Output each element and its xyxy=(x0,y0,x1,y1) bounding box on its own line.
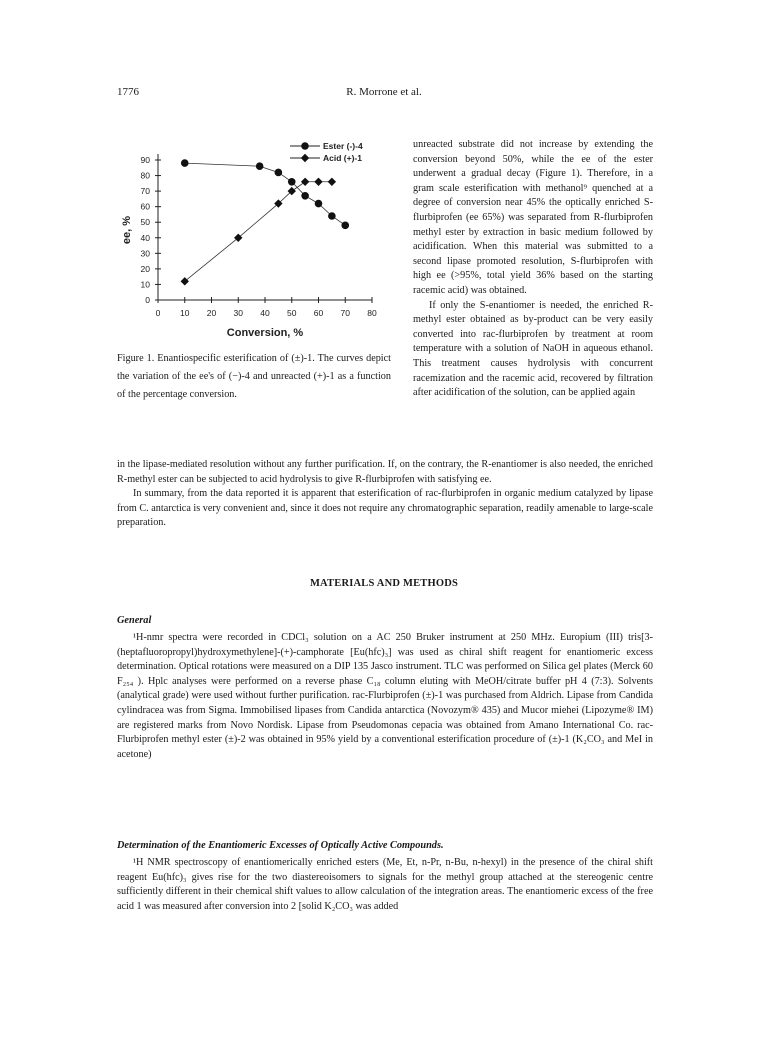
data-point-circle xyxy=(328,212,336,220)
subsection-title-ee: Determination of the Enantiomeric Excesses of Optically Active Compounds. xyxy=(117,840,444,851)
y-tick-label: 80 xyxy=(140,170,150,181)
page-number: 1776 xyxy=(117,86,139,98)
y-tick-label: 30 xyxy=(140,248,150,259)
paragraph: ¹H-nmr spectra were recorded in CDCl₃ solution on a AC 250 Bruker instrument at 250 MHz. Europium (III) tris[3-(heptafluoropropyl)hydroxymethylene]-(+)-camphorate [Eu(hfc)₃] was used as chiral shift reagent for enantiomeric excess determination. Optical rotations were measured on a DIP 135 Jasco instrument. TLC was performed on Silica gel plates (Merck 60 F₂₅₄ ). Hplc analyses were performed on a reverse phase C₁₈ column eluting with MeOH/citrate buffer pH 4 (7:3). Solvents (analytical grade) were used without further purification. rac-Flurbiprofen (±)-1 was purchased from Aldrich. Lipase from Candida cylindracea was from Sigma. Immobilised lipases from Candida antarctica (Novozym® 435) and Mucor miehei (Lipozyme® IM) are registered marks from Novo Nordisk. Lipase from Pseudomonas cepacia was obtained from Amano International Co. rac-Flurbiprofen methyl ester (±)-2 was obtained in 95% yield by a conventional esterification procedure of (±)-1 (K₂CO₃ and MeI in acetone) xyxy=(117,632,653,760)
data-point-circle xyxy=(256,162,264,170)
caption-label: Figure 1. xyxy=(117,353,155,364)
y-tick-label: 0 xyxy=(145,295,150,305)
data-point-circle xyxy=(301,142,309,150)
paragraph: unreacted substrate did not increase by extending the conversion beyond 50%, while the ee of the ester underwent a gradual decay (Figure 1). Therefore, in a gram scale esterification with methanol⁹ quenched at a degree of conversion near 45% the optically enriched S-flurbiprofen (ee 65%) was separated from R-flurbiprofen methyl ester by extraction in basic medium followed by acidification. When this material was submitted to a second lipase promoted resolution, S-flurbiprofen with high ee (>95%, total yield 36% based on the starting racemic acid) was obtained. xyxy=(413,139,653,296)
y-tick-label: 60 xyxy=(140,201,150,212)
data-point-circle xyxy=(288,178,296,186)
legend-label: Ester (-)-4 xyxy=(323,141,363,151)
data-point-circle xyxy=(315,200,323,208)
data-point-circle xyxy=(301,192,309,200)
x-tick-label: 0 xyxy=(155,308,161,318)
x-tick-label: 40 xyxy=(260,308,270,318)
paragraph: in the lipase-mediated resolution without any further purification. If, on the contrary, the R-enantiomer is also needed, the enriched R-methyl ester can be subjected to acid hydrolysis to give R-flurbiprofen with satisfying ee. xyxy=(117,459,653,485)
series-line-acid xyxy=(185,182,332,282)
running-head: R. Morrone et al. xyxy=(346,86,422,98)
x-tick-label: 70 xyxy=(340,308,350,318)
y-tick-label: 20 xyxy=(140,263,150,274)
figure-1-chart xyxy=(110,138,390,338)
right-column-text xyxy=(413,138,653,401)
paragraph: In summary, from the data reported it is apparent that esterification of rac-flurbiprofen in organic medium catalyzed by lipase from C. antarctica is very convenient and, since it does not require any chromatographic separation, readily amenable to large-scale preparation. xyxy=(117,488,653,529)
data-point-diamond xyxy=(301,178,309,186)
y-tick-label: 90 xyxy=(140,155,150,165)
series-line-ester xyxy=(185,163,346,225)
ee-text xyxy=(117,856,653,914)
y-tick-label: 40 xyxy=(140,232,150,243)
full-width-text xyxy=(117,458,653,531)
figure-caption xyxy=(117,350,391,404)
data-point-circle xyxy=(341,222,349,230)
x-axis-label: Conversion, % xyxy=(226,327,304,338)
data-point-circle xyxy=(275,169,283,177)
caption-text: Enantiospecific esterification of (±)-1. The curves depict the variation of the ee's of (−)-4 and unreacted (+)-1 as a function of the percentage conversion. xyxy=(117,353,391,400)
data-point-diamond xyxy=(328,178,336,186)
x-tick-label: 10 xyxy=(180,308,190,318)
data-point-diamond xyxy=(301,154,309,162)
data-point-diamond xyxy=(314,178,322,186)
paragraph: If only the S-enantiomer is needed, the enriched R-methyl ester obtained as by-product can be very easily converted into rac-flurbiprofen by treatment at room temperature with a solution of NaOH in aqueous ethanol. This treatment causes hydrolysis with concurrent racemization and the racemic acid, recovered by filtration after acidification of the solution, can be applied again xyxy=(413,299,653,399)
data-point-diamond xyxy=(181,277,189,285)
x-tick-label: 20 xyxy=(206,308,217,318)
subsection-title-general: General xyxy=(117,615,152,626)
y-tick-label: 10 xyxy=(140,279,150,290)
x-tick-label: 60 xyxy=(313,308,324,318)
y-axis-label: ee, % xyxy=(121,215,133,245)
legend-label: Acid (+)-1 xyxy=(323,153,362,163)
section-title: MATERIALS AND METHODS xyxy=(309,578,459,589)
x-tick-label: 80 xyxy=(367,308,377,318)
y-tick-label: 50 xyxy=(140,217,150,228)
x-tick-label: 50 xyxy=(287,308,297,318)
general-text xyxy=(117,631,653,762)
y-tick-label: 70 xyxy=(140,186,150,197)
data-point-circle xyxy=(181,159,189,167)
x-tick-label: 30 xyxy=(233,308,243,318)
paragraph: ¹H NMR spectroscopy of enantiomerically enriched esters (Me, Et, n-Pr, n-Bu, n-hexyl) in the presence of the chiral shift reagent Eu(hfc)₃ gives rise for the two diastereoisomers to signals for the methyl group attached at the stereogenic centre sufficiently different in their chemical shift values to allow calculation of the integration areas. The enantiomeric excess of the free acid 1 was measured after conversion into 2 [solid K₂CO₃ was added xyxy=(117,857,653,912)
